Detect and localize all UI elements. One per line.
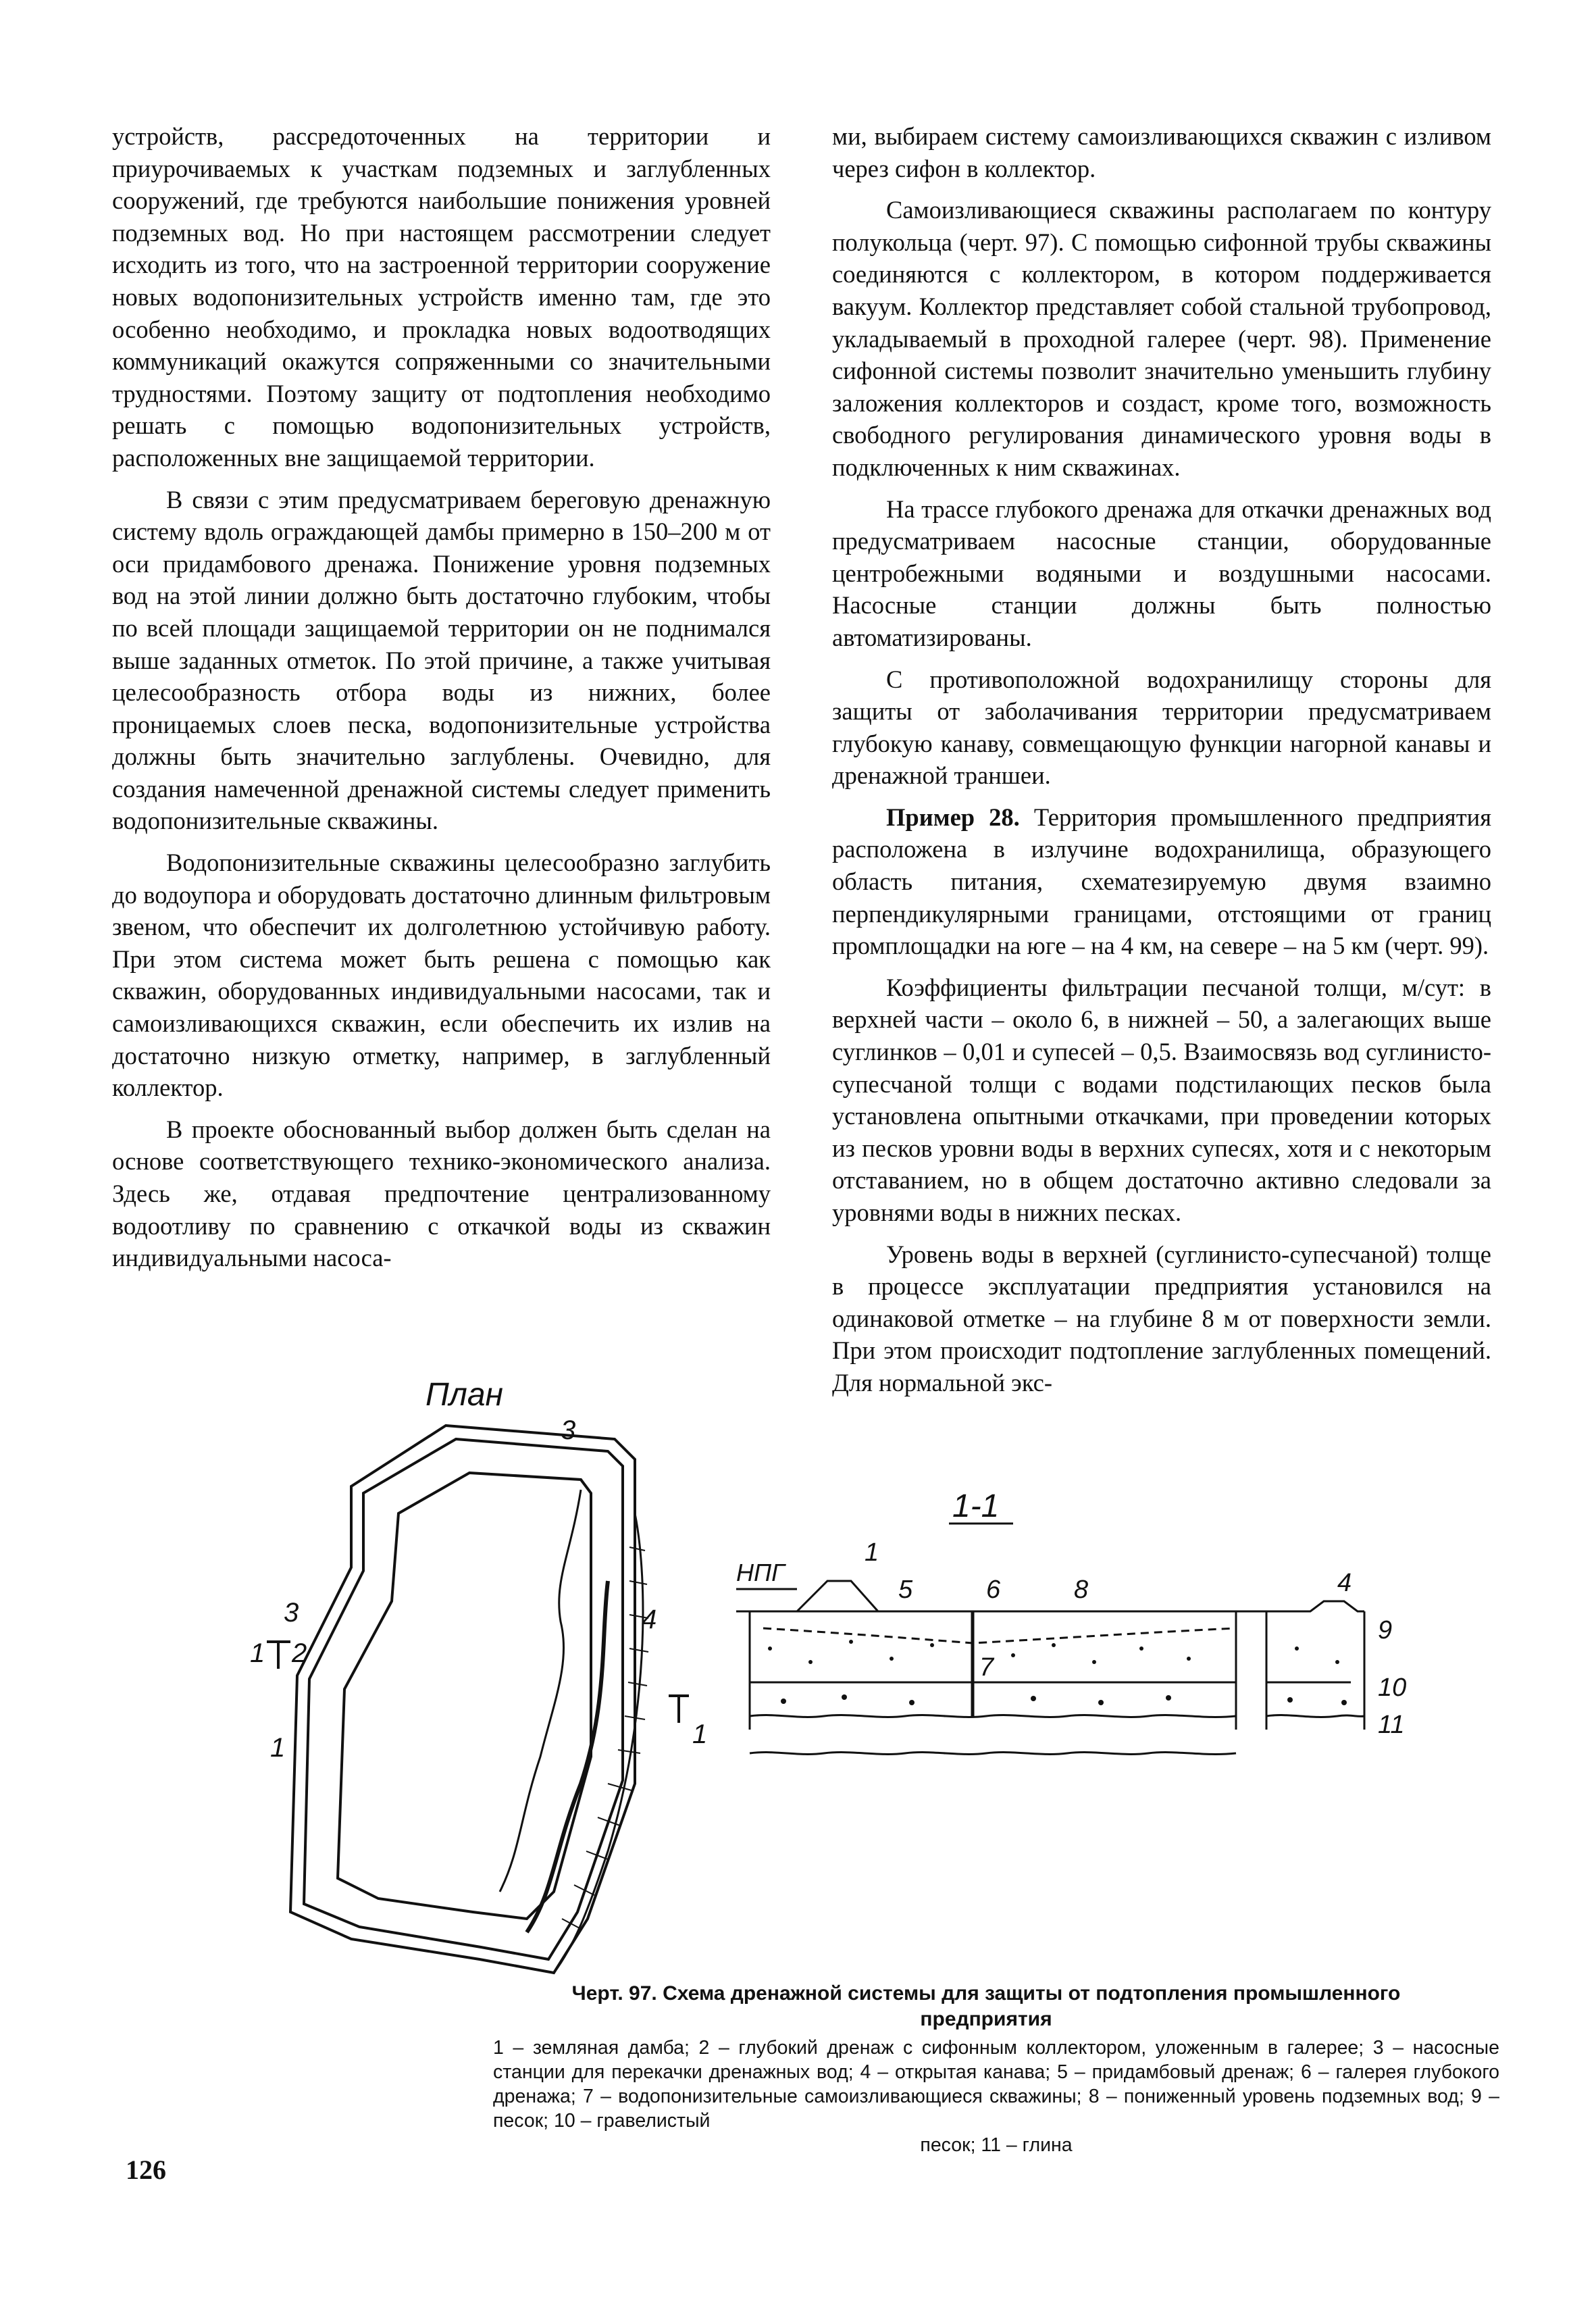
paragraph: В связи с этим предусматриваем береговую дренажную систему вдоль ограждающей дамбы примерно в 150–200 м от оси придамбового дренажа. Понижение уровня подземных вод на этой линии должно быть достаточно глубоким, чтобы по всей площади защищаемой территории он не поднимался выше заданных отметок. По этой причине, а также учитывая целесообразность отбора воды из нижних, более проницаемых слоев песка, водопонизительные устройства должны быть значительно заглублены. Очевидно, для создания намеченной дренажной системы следует применить водопонизительные скважины. [112, 485, 771, 835]
paragraph: Уровень воды в верхней (суглинисто-супесчаной) толще в процессе эксплуатации предприятия установился на одинаковой отметке – на глубине 8 м от поверхности земли. При этом происходит подтопление заглубленных помещений. Для нормальной экс- [832, 1240, 1491, 1397]
figure-legend [493, 2036, 1499, 2157]
left-text-column [112, 120, 771, 1284]
callout-label: 6 [986, 1576, 1001, 1604]
callout-label: 2 [292, 1638, 307, 1668]
paragraph: Самоизливающиеся скважины располагаем по контуру полукольца (черт. 97). С помощью сифонной трубы скважины соединяются с коллектором, в котором поддерживается вакуум. Коллектор представляет собой стальной трубопровод, укладываемый в проходной галерее (черт. 98). Применение сифонной системы позволит значительно уменьшить глубину заложения коллекторов и создаст, кроме того, возможность свободного регулирования динамического уровня воды в подключенных к ним скважинах. [832, 196, 1491, 481]
figure-caption-title: Черт. 97. Схема дренажной системы для защиты от подтопления промышленного предприятия [571, 1982, 1401, 2030]
legend-text: 1 – земляная дамба; 2 – глубокий дренаж с сифонным коллектором, уложенным в галерее; 3 – насосные станции для перекачки дренажных вод; 4 – открытая канава; 5 – придамбовый дренаж; 6 – галерея глубокого дренажа; 7 – водопонизительные самоизливающиеся скважины; 8 – пониженный уровень подземных вод; 9 – песок; 10 – гравелистый [493, 2037, 1499, 2132]
callout-label: 7 [979, 1653, 994, 1682]
legend-text-end: песок; 11 – глина [920, 2134, 1073, 2156]
paragraph: Коэффициенты фильтрации песчаной толщи, м/сут: в верхней части – около 6, в нижней – 50, а залегающих выше суглинков – 0,01 и супесей – 0,5. Взаимосвязь вод суглинисто-супесчаной толщи с водами подстилающих песков была установлена опытными откачками, при проведении которых из песков уровни воды в верхних супесях, хотя и с некоторым отставанием, но в общем достаточно активно следовали за уровнями воды в нижних песках. [832, 973, 1491, 1226]
callout-label: 3 [284, 1598, 299, 1628]
drainage-scheme-figure [203, 1378, 1520, 1980]
callout-label: 1 [250, 1638, 265, 1668]
paragraph: В проекте обоснованный выбор должен быть сделан на основе соответствующего технико-экономического анализа. Здесь же, отдавая предпочтение централизованному водоотливу по сравнению с откачкой воды из скважин индивидуальными насоса- [112, 1115, 771, 1272]
callout-label: 1 [692, 1719, 708, 1749]
section-title: 1-1 [952, 1488, 1000, 1524]
callout-label: 3 [561, 1415, 576, 1445]
plan-title: План [426, 1378, 503, 1413]
plan-section-marks [267, 1642, 689, 1723]
callout-label: 11 [1378, 1711, 1405, 1739]
example-label: Пример 28. [886, 803, 1020, 831]
callout-label: 10 [1378, 1674, 1407, 1702]
callout-label: 8 [1074, 1576, 1089, 1604]
callout-label: 1 [865, 1538, 879, 1567]
callout-label: 4 [642, 1605, 657, 1634]
right-text-column [832, 120, 1491, 1409]
npg-label: НПГ [736, 1559, 785, 1586]
paragraph: ми, выбираем систему самоизливающихся скважин с изливом через сифон в коллектор. [832, 122, 1491, 182]
callout-label: 9 [1378, 1616, 1393, 1644]
callout-label: 5 [898, 1576, 913, 1604]
callout-label: 4 [1337, 1569, 1352, 1597]
paragraph: С противоположной водохранилищу стороны для защиты от заболачивания территории предусматриваем глубокую канаву, совмещающую функции нагорной канавы и дренажной траншеи. [832, 665, 1491, 790]
example-paragraph [832, 801, 1491, 962]
example-text: Территория промышленного предприятия расположена в излучине водохранилища, образующего область питания, схематезируемую двумя взаимно перпендикулярными границами, отстоящими от границ промплощадки на юге – на 4 км, на севере – на 5 км (черт. 99). [832, 803, 1491, 960]
paragraph: На трассе глубокого дренажа для откачки дренажных вод предусматриваем насосные станции, оборудованные центробежными водяными и воздушными насосами. Насосные станции должны быть полностью автоматизированы. [832, 495, 1491, 651]
callout-label: 1 [270, 1733, 286, 1763]
plan-drawing [290, 1426, 643, 1973]
section-soil-dots [768, 1640, 1347, 1705]
paragraph: устройств, рассредоточенных на территории и приурочиваемых к участкам подземных и заглубленных сооружений, где требуются наибольшие понижения уровней подземных вод. Но при настоящем рассмотрении следует исходить из того, что на застроенной территории сооружение новых водопонизительных устройств именно там, где это особенно необходимо, и прокладка новых водоотводящих коммуникаций окажутся сопряженными со значительными трудностями. Поэтому защиту от подтопления необходимо решать с помощью водопонизительных устройств, расположенных вне защищаемой территории. [112, 122, 771, 472]
section-drawing [736, 1581, 1364, 1754]
page-number: 126 [126, 2155, 166, 2185]
paragraph: Водопонизительные скважины целесообразно заглубить до водоупора и оборудовать достаточно длинным фильтровым звеном, что обеспечит их долголетнюю устойчивую работу. При этом система может быть решена с помощью как скважин, оборудованных индивидуальными насосами, так и самоизливающихся скважин, если обеспечить их излив на достаточно низкую отметку, например, в заглубленный коллектор. [112, 849, 771, 1102]
